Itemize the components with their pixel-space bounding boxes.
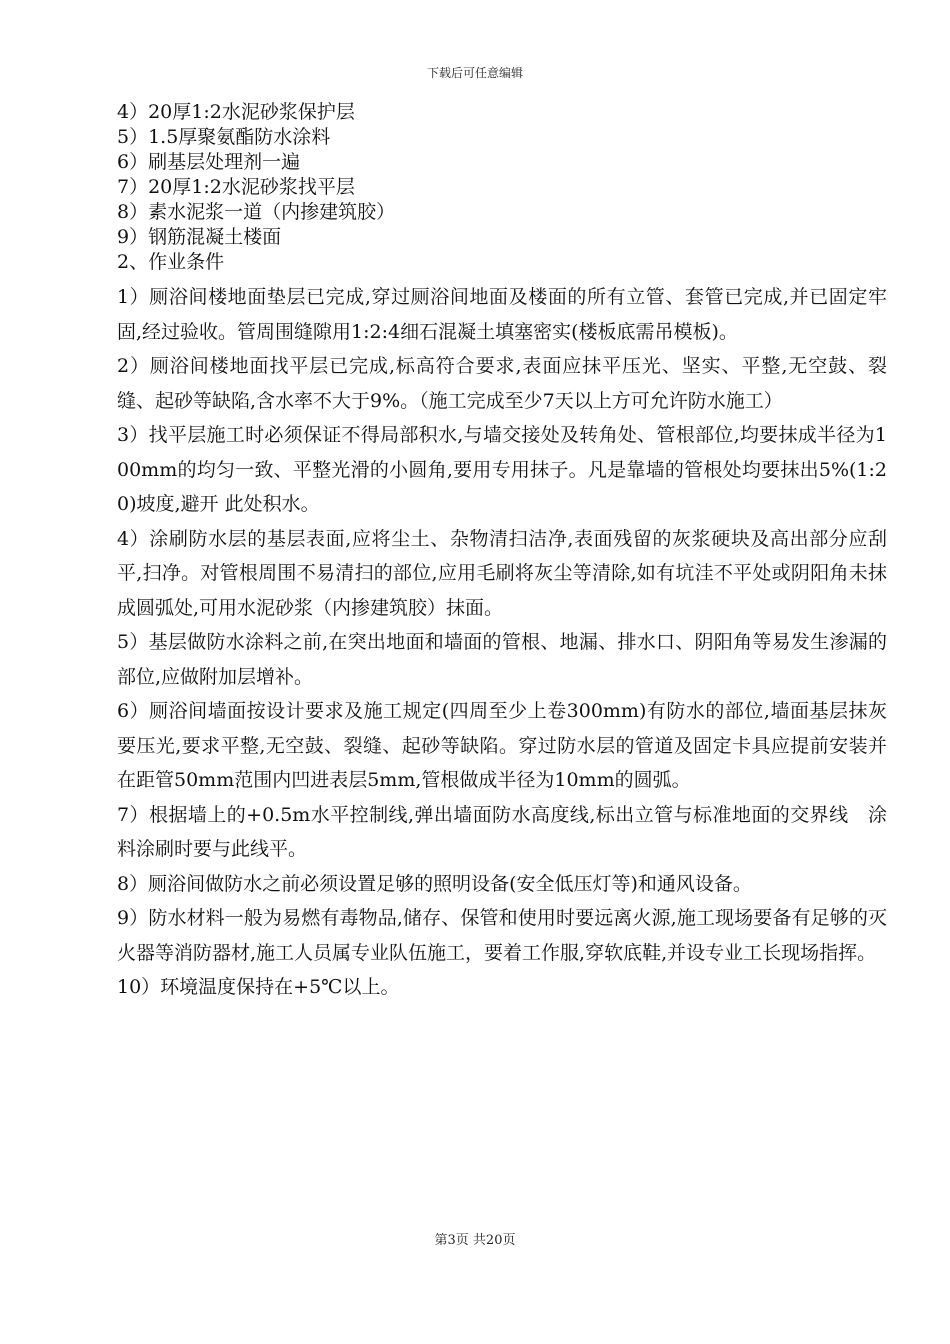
document-body bbox=[117, 100, 887, 1005]
condition-paragraph-4: 4）涂刷防水层的基层表面,应将尘土、杂物清扫洁净,表面残留的灰浆硬块及高出部分应刮平,扫净。对管根周围不易清扫的部位,应用毛刷将灰尘等清除,如有坑洼不平处或阴阳角未抹成圆弧处,可用水泥砂浆（内掺建筑胶）抹面。 bbox=[117, 527, 887, 619]
condition-paragraph-7: 7）根据墙上的+0.5m水平控制线,弹出墙面防水高度线,标出立管与标准地面的交界线 涂料涂刷时要与此线平。 bbox=[117, 803, 887, 860]
page-number-footer: 第3页 共20页 bbox=[434, 1233, 516, 1248]
condition-paragraph-5: 5）基层做防水涂料之前,在突出地面和墙面的管根、地漏、排水口、阴阳角等易发生渗漏的部位,应做附加层增补。 bbox=[117, 631, 887, 688]
layer-item-6: 6）刷基层处理剂一遍 bbox=[117, 151, 301, 173]
layer-item-4: 4）20厚1:2水泥砂浆保护层 bbox=[117, 101, 355, 123]
condition-paragraph-10: 10）环境温度保持在+5℃以上。 bbox=[117, 976, 400, 998]
condition-paragraph-6: 6）厕浴间墙面按设计要求及施工规定(四周至少上卷300mm)有防水的部位,墙面基层抹灰要压光,要求平整,无空鼓、裂缝、起砂等缺陷。穿过防水层的管道及固定卡具应提前安装并在距管50mm范围内凹进表层5mm,管根做成半径为10mm的圆弧。 bbox=[117, 700, 887, 791]
page-header: 下载后可任意编辑 bbox=[426, 66, 523, 80]
condition-paragraph-1: 1）厕浴间楼地面垫层已完成,穿过厕浴间地面及楼面的所有立管、套管已完成,并已固定牢固,经过验收。管周围缝隙用1:2:4细石混凝土填塞密实(楼板底需吊模板)。 bbox=[117, 286, 887, 343]
condition-paragraph-8: 8）厕浴间做防水之前必须设置足够的照明设备(安全低压灯等)和通风设备。 bbox=[117, 872, 752, 895]
condition-paragraph-3: 3）找平层施工时必须保证不得局部积水,与墙交接处及转角处、管根部位,均要抹成半径为100mm的均匀一致、平整光滑的小圆角,要用专用抹子。凡是靠墙的管根处均要抹出5%(1:20)坡度,避开 此处积水。 bbox=[117, 424, 887, 515]
layer-item-7: 7）20厚1:2水泥砂浆找平层 bbox=[117, 176, 355, 198]
layer-item-9: 9）钢筋混凝土楼面 bbox=[117, 226, 282, 248]
section-heading: 2、作业条件 bbox=[117, 251, 225, 273]
condition-paragraph-2: 2）厕浴间楼地面找平层已完成,标高符合要求,表面应抹平压光、坚实、平整,无空鼓、裂缝、起砂等缺陷,含水率不大于9%。（施工完成至少7天以上方可允许防水施工） bbox=[117, 355, 887, 412]
layer-item-5: 5）1.5厚聚氨酯防水涂料 bbox=[117, 126, 331, 148]
layer-item-8: 8）素水泥浆一道（内掺建筑胶） bbox=[117, 201, 396, 223]
condition-paragraph-9: 9）防水材料一般为易燃有毒物品,储存、保管和使用时要远离火源,施工现场要备有足够的灭火器等消防器材,施工人员属专业队伍施工，要着工作服,穿软底鞋,并设专业工长现场指挥。 bbox=[117, 907, 887, 964]
